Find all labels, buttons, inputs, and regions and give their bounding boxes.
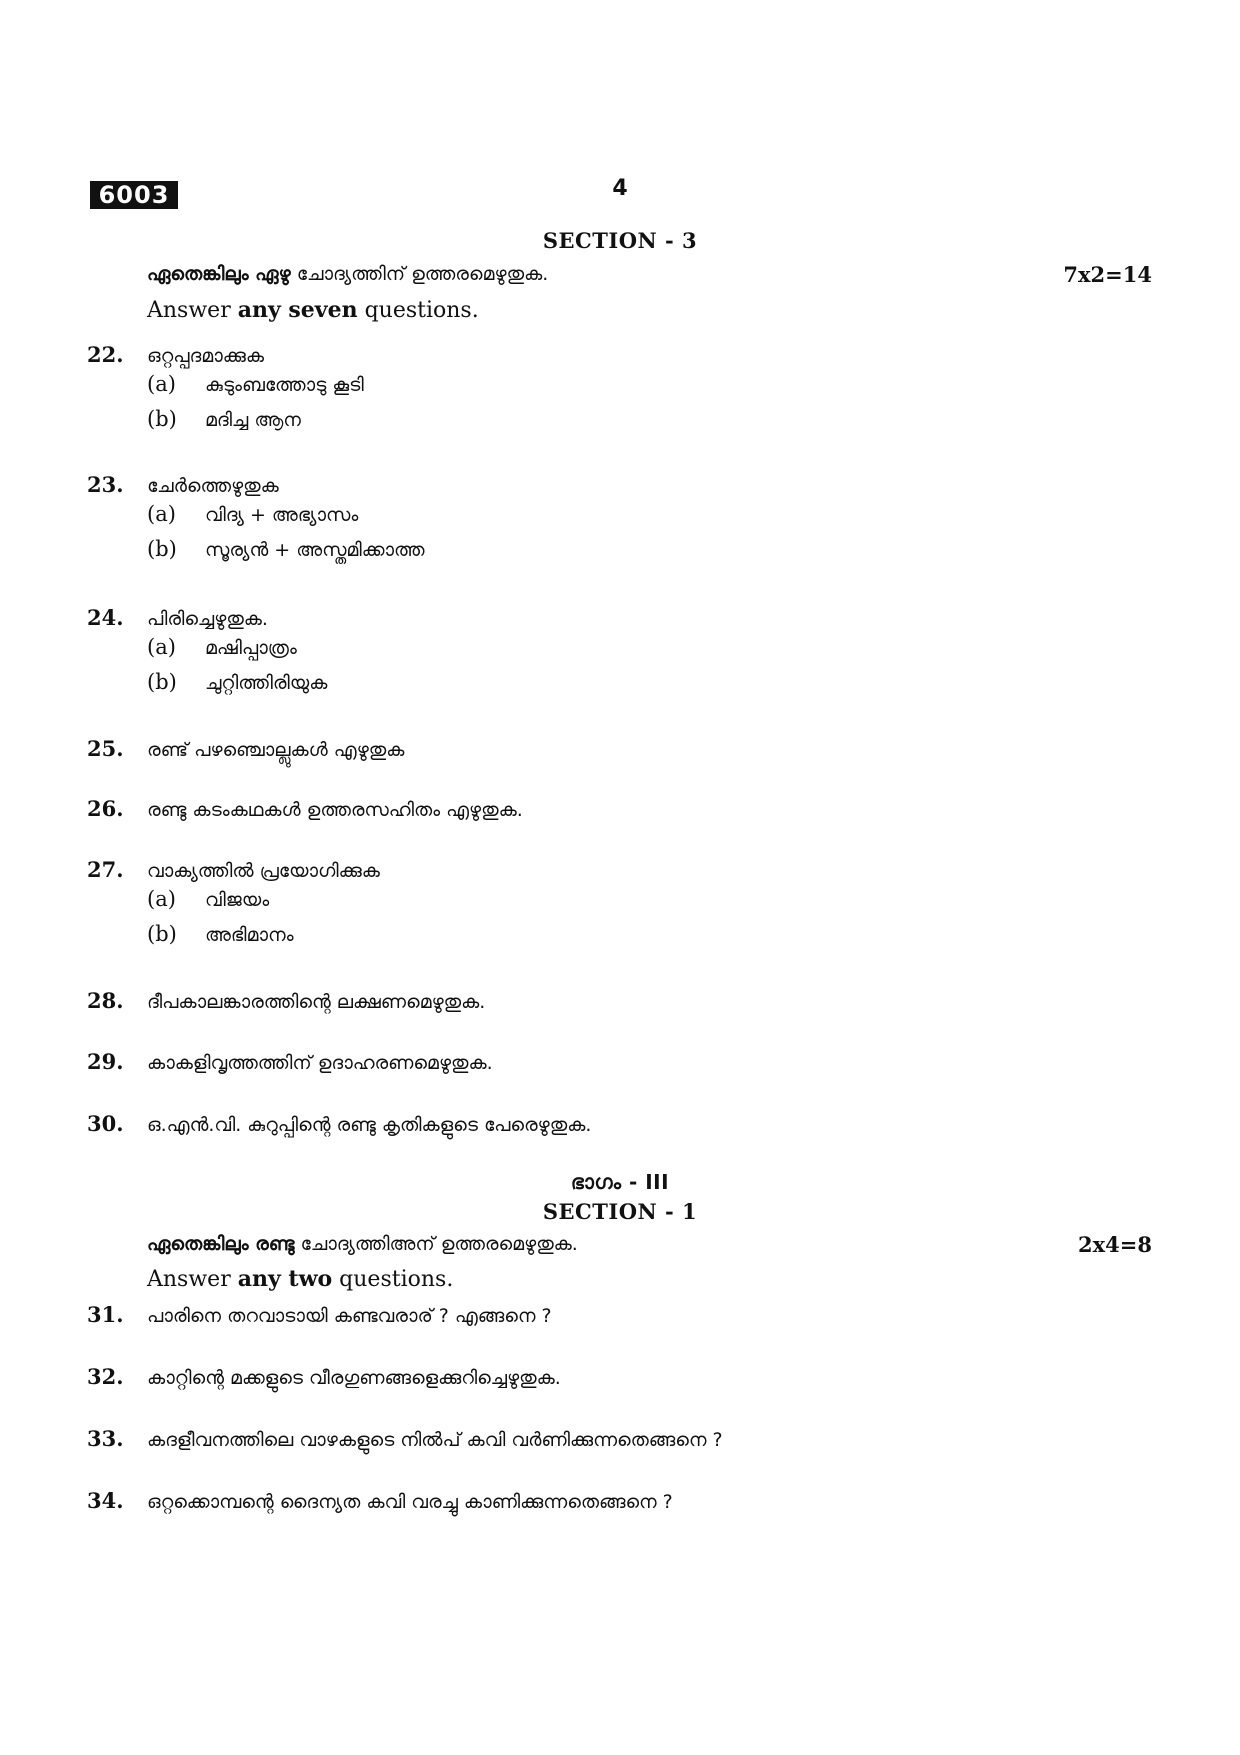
- section-3-instruction-en: [147, 297, 479, 323]
- question-29: [87, 1049, 1147, 1079]
- instruction-ml-rest: ചോദ്യത്തിന് ഉത്തരമെഴുതുക.: [290, 263, 549, 285]
- option-text: മഷിപ്പാത്രം: [205, 637, 297, 659]
- question-30: [87, 1111, 1147, 1141]
- question-32: [87, 1364, 1147, 1394]
- question-number: 32.: [87, 1364, 124, 1389]
- question-25: [87, 736, 1147, 766]
- option-text: കുടുംബത്തോടു കൂടി: [205, 374, 364, 396]
- instruction-ml-rest: ചോദ്യത്തിഅന് ഉത്തരമെഴുതുക.: [294, 1233, 578, 1255]
- question-text: കാറ്റിന്റെ മക്കളുടെ വീരഗുണങ്ങളെക്കുറിച്ചെഴുതുക.: [147, 1367, 561, 1389]
- option-label: (a): [147, 887, 176, 911]
- question-text: കാകളിവൃത്തത്തിന് ഉദാഹരണമെഴുതുക.: [147, 1052, 493, 1074]
- instruction-en-pre: Answer: [147, 1267, 238, 1292]
- instruction-en-post: questions.: [357, 298, 479, 323]
- option-label: (a): [147, 372, 176, 396]
- option-text: വിദ്യ + അഭ്യാസം: [205, 504, 359, 526]
- option-text: ചുറ്റിത്തിരിയുക: [205, 672, 328, 694]
- question-23: [87, 472, 1147, 572]
- question-text: രണ്ട് പഴഞ്ചൊല്ലുകൾ എഴുതുക: [147, 739, 405, 761]
- question-text: വാക്യത്തിൽ പ്രയോഗിക്കുക: [147, 860, 380, 882]
- question-27: [87, 857, 1147, 957]
- part-3-heading: ഭാഗം - III: [570, 1170, 670, 1194]
- part-3-marks: 2x4=8: [1078, 1232, 1152, 1257]
- question-text: ദീപകാലങ്കാരത്തിന്റെ ലക്ഷണമെഴുതുക.: [147, 991, 486, 1013]
- question-number: 28.: [87, 988, 124, 1013]
- option-text: അഭിമാനം: [205, 924, 294, 946]
- question-22: [87, 342, 1147, 442]
- question-28: [87, 988, 1147, 1018]
- question-number: 23.: [87, 472, 124, 497]
- option-label: (b): [147, 407, 177, 431]
- question-31: [87, 1302, 1147, 1332]
- question-number: 26.: [87, 796, 124, 821]
- option-label: (b): [147, 670, 177, 694]
- question-text: ചേർത്തെഴുതുക: [147, 475, 279, 497]
- part-3-instruction-en: [147, 1266, 453, 1292]
- question-text: പിരിച്ചെഴുതുക.: [147, 608, 268, 630]
- question-26: [87, 796, 1147, 826]
- question-number: 27.: [87, 857, 124, 882]
- question-text: ഒ.എൻ.വി. കുറുപ്പിന്റെ രണ്ടു കൃതികളുടെ പേരെഴുതുക.: [147, 1114, 592, 1136]
- question-number: 33.: [87, 1426, 124, 1451]
- question-number: 31.: [87, 1302, 124, 1327]
- question-number: 30.: [87, 1111, 124, 1136]
- instruction-en-bold: any two: [237, 1266, 333, 1292]
- question-number: 24.: [87, 605, 124, 630]
- instruction-en-post: questions.: [332, 1267, 454, 1292]
- question-34: [87, 1488, 1147, 1518]
- option-label: (a): [147, 502, 176, 526]
- part-3-section-1-heading: SECTION - 1: [542, 1199, 698, 1224]
- section-3-heading: SECTION - 3: [542, 228, 698, 253]
- option-label: (b): [147, 922, 177, 946]
- question-number: 22.: [87, 342, 124, 367]
- question-number: 29.: [87, 1049, 124, 1074]
- option-text: സൂര്യൻ + അസ്തമിക്കാത്ത: [205, 539, 425, 561]
- instruction-ml-bold: ഏതെങ്കിലും ഏഴു: [147, 263, 291, 285]
- section-3-instruction-ml: [147, 263, 548, 285]
- option-label: (a): [147, 635, 176, 659]
- page-number: 4: [612, 176, 628, 201]
- question-text: ഒറ്റപ്പദമാക്കുക: [147, 345, 265, 367]
- instruction-en-bold: any seven: [237, 297, 358, 323]
- question-text: ഒറ്റക്കൊമ്പന്റെ ദൈന്യത കവി വരച്ചു കാണിക്കുന്നതെങ്ങനെ ?: [147, 1491, 673, 1513]
- question-33: [87, 1426, 1147, 1456]
- question-text: പാരിനെ തറവാടായി കണ്ടവരാര് ? എങ്ങനെ ?: [147, 1305, 552, 1327]
- section-3-marks: 7x2=14: [1063, 262, 1152, 287]
- instruction-ml-bold: ഏതെങ്കിലും രണ്ടു: [147, 1233, 295, 1255]
- option-text: വിജയം: [205, 889, 270, 911]
- option-label: (b): [147, 537, 177, 561]
- paper-code-badge: 6003: [90, 181, 178, 209]
- option-text: മദിച്ച ആന: [205, 409, 301, 431]
- question-number: 25.: [87, 736, 124, 761]
- instruction-en-pre: Answer: [147, 298, 238, 323]
- question-text: കദളീവനത്തിലെ വാഴകളുടെ നിൽപ് കവി വർണിക്കുന്നതെങ്ങനെ ?: [147, 1429, 723, 1451]
- question-text: രണ്ടു കടംകഥകൾ ഉത്തരസഹിതം എഴുതുക.: [147, 799, 523, 821]
- question-24: [87, 605, 1147, 705]
- part-3-instruction-ml: [147, 1233, 578, 1255]
- question-number: 34.: [87, 1488, 124, 1513]
